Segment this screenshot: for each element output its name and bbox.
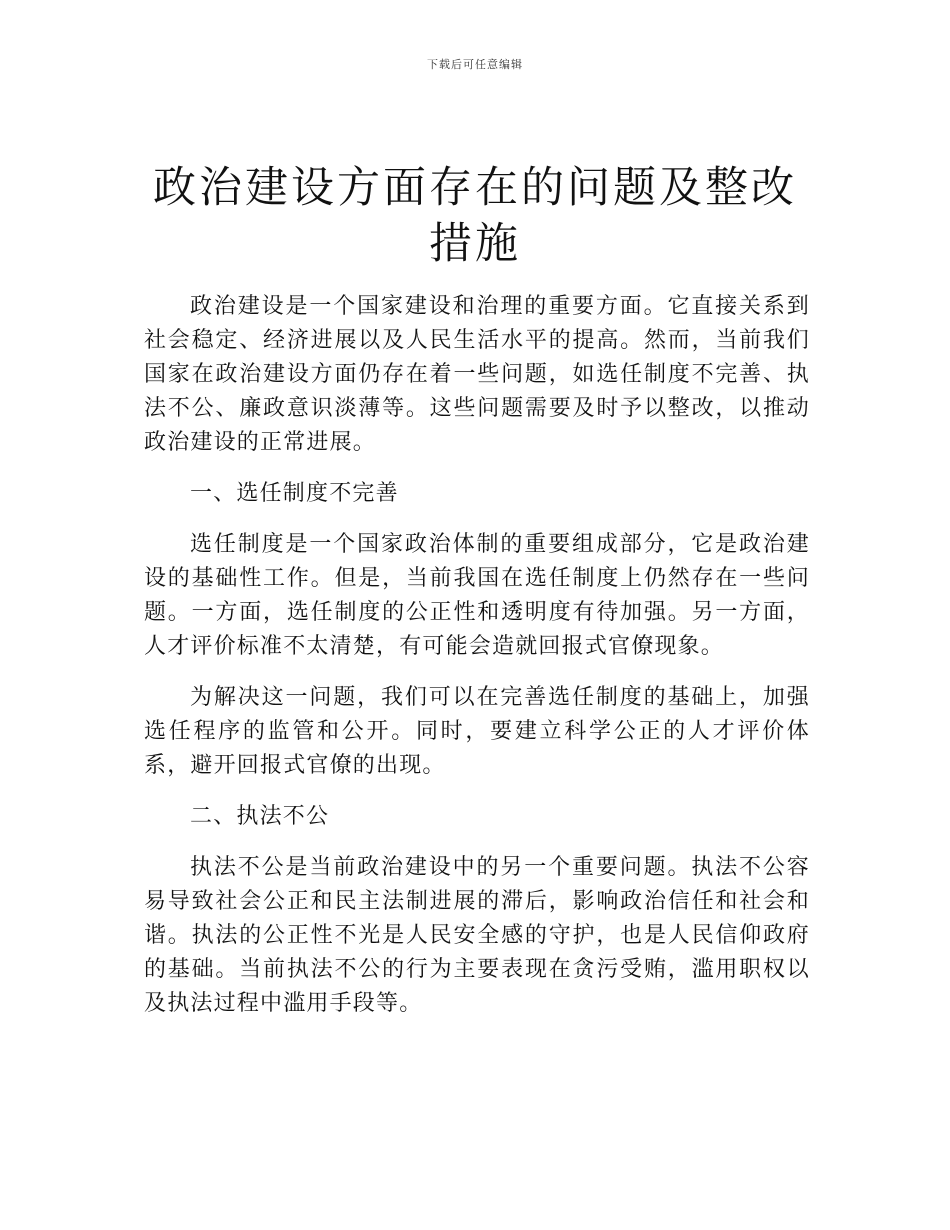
- document-body: [144, 290, 810, 1038]
- section1-paragraph-2: 为解决这一问题，我们可以在完善选任制度的基础上，加强选任程序的监管和公开。同时，要建立科学公正的人才评价体系，避开回报式官僚的出现。: [144, 685, 810, 778]
- section1-paragraph-1: 选任制度是一个国家政治体制的重要组成部分，它是政治建设的基础性工作。但是，当前我国在选任制度上仍然存在一些问题。一方面，选任制度的公正性和透明度有待加强。另一方面，人才评价标准不太清楚，有可能会造就回报式官僚现象。: [144, 532, 810, 659]
- section-heading-2: 二、执法不公: [190, 804, 330, 829]
- intro-paragraph: 政治建设是一个国家建设和治理的重要方面。它直接关系到社会稳定、经济进展以及人民生活水平的提高。然而，当前我们国家在政治建设方面仍存在着一些问题，如选任制度不完善、执法不公、廉政意识淡薄等。这些问题需要及时予以整改，以推动政治建设的正常进展。: [144, 294, 810, 455]
- section2-paragraph-1: 执法不公是当前政治建设中的另一个重要问题。执法不公容易导致社会公正和民主法制进展的滞后，影响政治信任和社会和谐。执法的公正性不光是人民安全感的守护，也是人民信仰政府的基础。当前执法不公的行为主要表现在贪污受贿，滥用职权以及执法过程中滥用手段等。: [144, 855, 810, 1016]
- document-title: 政治建设方面存在的问题及整改措施: [153, 163, 797, 269]
- page-header: 下载后可任意编辑: [427, 58, 523, 71]
- section-heading-1: 一、选任制度不完善: [190, 481, 399, 506]
